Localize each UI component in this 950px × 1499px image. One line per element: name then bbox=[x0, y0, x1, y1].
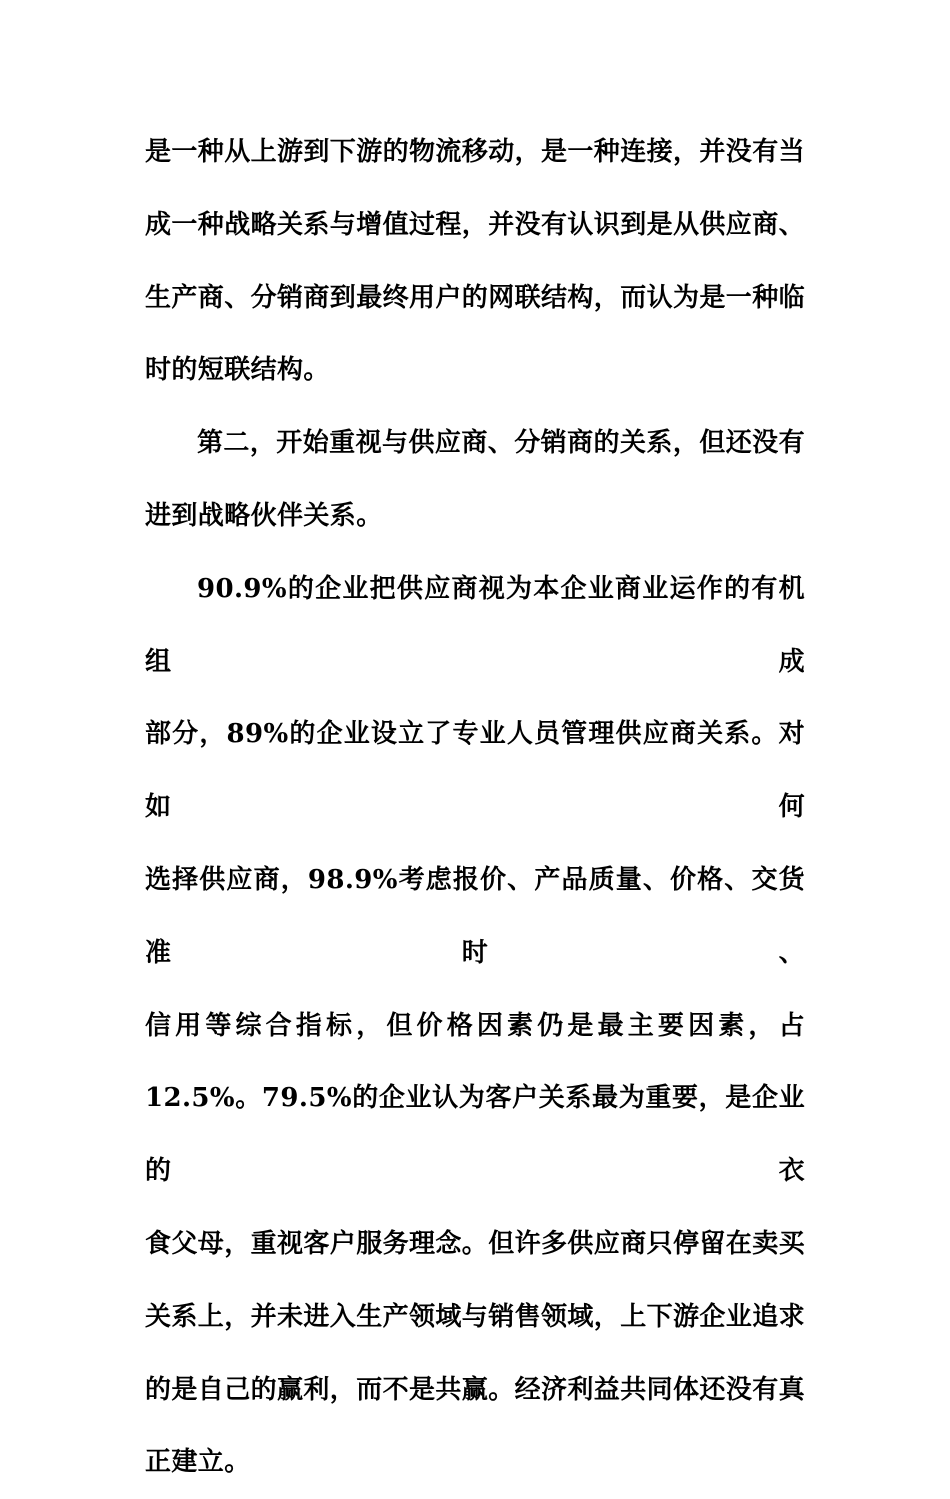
paragraph-1-line-2: 成一种战略关系与增值过程，并没有认识到是从供应商、 bbox=[145, 209, 806, 240]
paragraph-1-line-4: 时的短联结构。 bbox=[145, 355, 330, 386]
paragraph-3-line-3: 选择供应商，98.9%考虑报价、产品质量、价格、交货准时、 bbox=[145, 864, 805, 968]
paragraph-3-line-6: 食父母，重视客户服务理念。但许多供应商只停留在卖买 bbox=[145, 1228, 806, 1259]
paragraph-1-line-3: 生产商、分销商到最终用户的网联结构，而认为是一种临 bbox=[145, 282, 806, 313]
paragraph-3-line-4: 信用等综合指标，但价格因素仍是最主要因素，占 bbox=[145, 1010, 805, 1041]
paragraph-3 bbox=[145, 553, 805, 1499]
paragraph-3-line-9: 正建立。 bbox=[145, 1447, 251, 1478]
paragraph-2 bbox=[145, 407, 805, 553]
paragraph-3-line-2: 部分，89%的企业设立了专业人员管理供应商关系。对如何 bbox=[145, 719, 805, 823]
body-text bbox=[145, 116, 805, 1499]
paragraph-3-line-7: 关系上，并未进入生产领域与销售领域，上下游企业追求 bbox=[145, 1301, 806, 1332]
paragraph-1 bbox=[145, 116, 805, 407]
paragraph-1-line-1: 是一种从上游到下游的物流移动，是一种连接，并没有当 bbox=[145, 137, 806, 167]
paragraph-3-line-1: 90.9%的企业把供应商视为本企业商业运作的有机组成 bbox=[145, 573, 805, 677]
paragraph-3-line-5: 12.5%。79.5%的企业认为客户关系最为重要，是企业的衣 bbox=[145, 1083, 805, 1187]
paragraph-2-line-1: 第二，开始重视与供应商、分销商的关系，但还没有 bbox=[197, 428, 805, 459]
paragraph-3-line-8: 的是自己的赢利，而不是共赢。经济利益共同体还没有真 bbox=[145, 1374, 806, 1405]
paragraph-2-line-2: 进到战略伙伴关系。 bbox=[145, 500, 383, 531]
